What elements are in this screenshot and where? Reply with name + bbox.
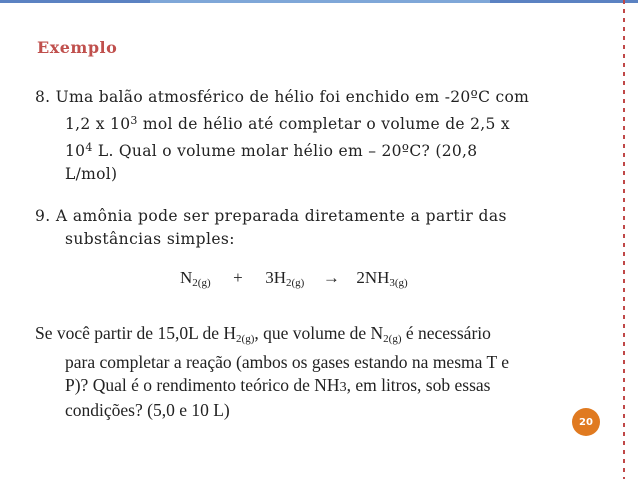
fu-l3b: 3 — [339, 380, 347, 395]
fu-a-sub: 2(g) — [236, 333, 255, 345]
followup-question — [35, 322, 577, 422]
q8-line3 — [35, 136, 577, 163]
top-bar-segment-2 — [150, 0, 490, 3]
q9-line1: A amônia pode ser preparada diretamente a partir das — [55, 207, 507, 225]
q8-l3a: 10 — [65, 142, 86, 160]
fu-c: é necessário — [401, 323, 491, 343]
reactant-h2: 3H — [265, 268, 286, 287]
q8-l2b: mol de hélio até completar o volume de 2,5 x — [137, 115, 510, 133]
q8-l2a: 1,2 x 10 — [65, 115, 131, 133]
reaction-arrow: → — [322, 268, 340, 287]
fu-l3a: P)? Qual é o rendimento teórico de NH — [65, 375, 340, 395]
plus-sign: + — [233, 268, 243, 287]
top-accent-bar — [0, 0, 638, 3]
fu-l3c: , em litros, sob essas — [346, 375, 491, 395]
fu-b-sub: 2(g) — [383, 333, 402, 345]
reactant-n2-state: 2(g) — [192, 277, 211, 289]
top-bar-segment-3 — [490, 0, 638, 3]
q8-l3b: L. Qual o volume molar hélio em – 20ºC? (20,8 — [92, 142, 478, 160]
fu-line4: condições? (5,0 e 10 L) — [65, 400, 230, 420]
product-nh3: 2NH — [356, 268, 390, 287]
reactant-h2-state: 2(g) — [285, 277, 305, 289]
q8-l3-exp: 4 — [85, 141, 93, 154]
question-9 — [35, 205, 577, 251]
q8-l2-exp: 3 — [130, 114, 138, 127]
chemical-equation — [180, 268, 408, 289]
q8-line4: L/mol) — [65, 165, 118, 183]
q9-line2: substâncias simples: — [65, 230, 235, 248]
q8-line1: Uma balão atmosférico de hélio foi enchido em -20ºC com — [55, 88, 530, 106]
fu-line3 — [35, 374, 577, 399]
fu-a: Se você partir de 15,0L de H — [35, 323, 237, 343]
fu-b: , que volume de N — [254, 323, 384, 343]
slide-title: Exemplo — [37, 38, 118, 57]
fu-line2: para completar a reação (ambos os gases estando na mesma T e — [65, 352, 509, 372]
product-nh3-state: 3(g) — [389, 277, 408, 289]
q9-number: 9. — [35, 207, 56, 225]
right-dashed-border — [623, 0, 625, 479]
page-number-badge: 20 — [572, 408, 600, 436]
question-8 — [35, 86, 577, 186]
reactant-n2: N — [180, 268, 193, 287]
top-bar-segment-1 — [0, 0, 150, 3]
q8-number: 8. — [35, 88, 56, 106]
q8-line2 — [35, 109, 577, 136]
